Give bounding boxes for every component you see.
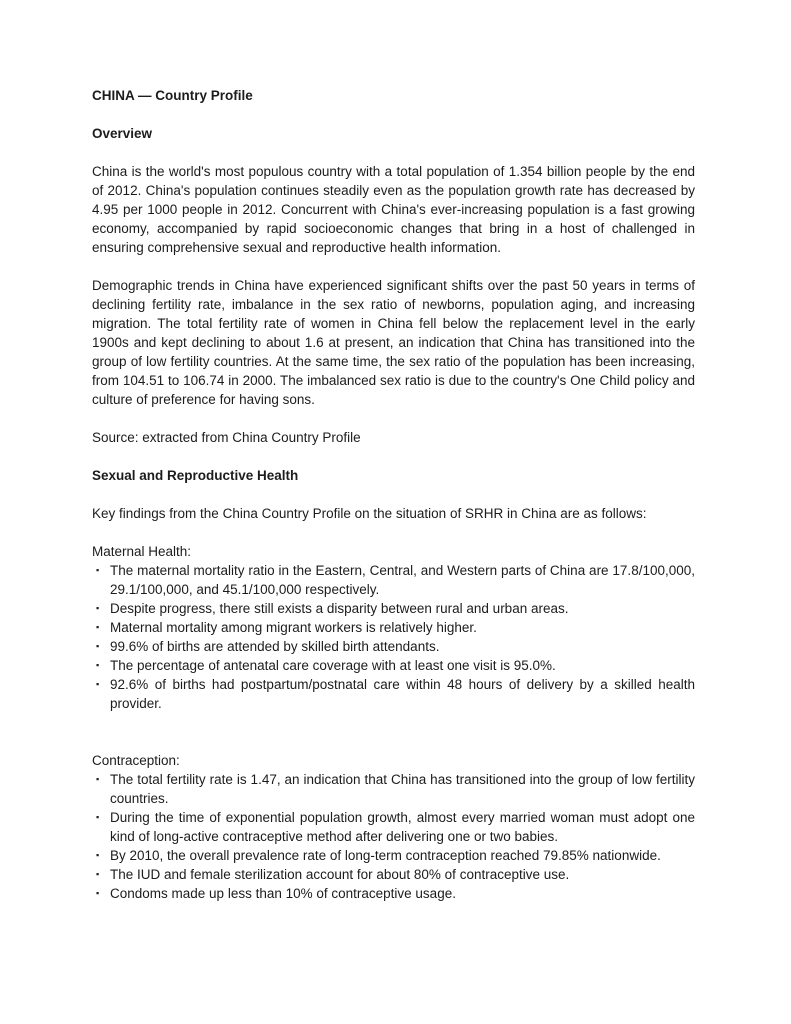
bullet-icon: ▪	[96, 641, 100, 651]
overview-heading: Overview	[92, 126, 153, 141]
bullet-icon: ▪	[96, 812, 100, 822]
bullet-icon: ▪	[96, 869, 100, 879]
bullet-icon: ▪	[96, 603, 100, 613]
list-item	[92, 618, 695, 637]
overview-paragraph-2: Demographic trends in China have experienced significant shifts over the past 50 years in terms of declining fertility rate, imbalance in the sex ratio of newborns, population aging, and increasing migration. The total fertility rate of women in China fell below the replacement level in the early 1900s and kept declining to about 1.6 at present, an indication that China has transitioned into the group of low fertility countries. At the same time, the sex ratio of the population has been increasing, from 104.51 to 106.74 in 2000. The imbalanced sex ratio is due to the country's One Child policy and culture of preference for having sons.	[92, 278, 695, 407]
bullet-icon: ▪	[96, 565, 100, 575]
contraception-list	[92, 770, 695, 903]
list-item	[92, 675, 695, 713]
list-item-text: Condoms made up less than 10% of contraceptive usage.	[110, 886, 456, 901]
bullet-icon: ▪	[96, 622, 100, 632]
list-item-text: By 2010, the overall prevalence rate of long-term contraception reached 79.85% nationwide.	[110, 848, 661, 863]
overview-paragraph-1: China is the world's most populous country with a total population of 1.354 billion people by the end of 2012. China's population continues steadily even as the population growth rate has decreased by 4.95 per 1000 people in 2012. Concurrent with China's ever-increasing population is a fast growing economy, accompanied by rapid socioeconomic changes that bring in a host of challenged in ensuring comprehensive sexual and reproductive health information.	[92, 164, 695, 255]
list-item-text: The maternal mortality ratio in the Eastern, Central, and Western parts of China are 17.8/100,000, 29.1/100,000, and 45.1/100,000 respectively.	[110, 563, 695, 597]
list-item	[92, 808, 695, 846]
source-note: Source: extracted from China Country Profile	[92, 430, 361, 445]
list-item	[92, 637, 695, 656]
bullet-icon: ▪	[96, 888, 100, 898]
maternal-health-label: Maternal Health:	[92, 544, 192, 559]
list-item-text: During the time of exponential population growth, almost every married woman must adopt one kind of long-active contraceptive method after delivering one or two babies.	[110, 810, 695, 844]
contraception-section	[92, 751, 695, 903]
maternal-health-section	[92, 542, 695, 713]
list-item-text: 92.6% of births had postpartum/postnatal care within 48 hours of delivery by a skilled health provider.	[110, 677, 695, 711]
list-item	[92, 561, 695, 599]
list-item	[92, 770, 695, 808]
bullet-icon: ▪	[96, 660, 100, 670]
list-item-text: The IUD and female sterilization account for about 80% of contraceptive use.	[110, 867, 570, 882]
list-item	[92, 656, 695, 675]
srh-intro: Key findings from the China Country Profile on the situation of SRHR in China are as follows:	[92, 506, 647, 521]
list-item-text: Despite progress, there still exists a disparity between rural and urban areas.	[110, 601, 569, 616]
srh-heading: Sexual and Reproductive Health	[92, 468, 299, 483]
bullet-icon: ▪	[96, 774, 100, 784]
list-item-text: The total fertility rate is 1.47, an indication that China has transitioned into the group of low fertility countries.	[110, 772, 695, 806]
list-item	[92, 846, 695, 865]
list-item-text: The percentage of antenatal care coverage with at least one visit is 95.0%.	[110, 658, 556, 673]
list-item	[92, 884, 695, 903]
list-item-text: Maternal mortality among migrant workers is relatively higher.	[110, 620, 477, 635]
document-title: CHINA — Country Profile	[92, 88, 253, 103]
bullet-icon: ▪	[96, 679, 100, 689]
list-item-text: 99.6% of births are attended by skilled birth attendants.	[110, 639, 440, 654]
bullet-icon: ▪	[96, 850, 100, 860]
maternal-health-list	[92, 561, 695, 713]
list-item	[92, 865, 695, 884]
list-item	[92, 599, 695, 618]
contraception-label: Contraception:	[92, 753, 180, 768]
